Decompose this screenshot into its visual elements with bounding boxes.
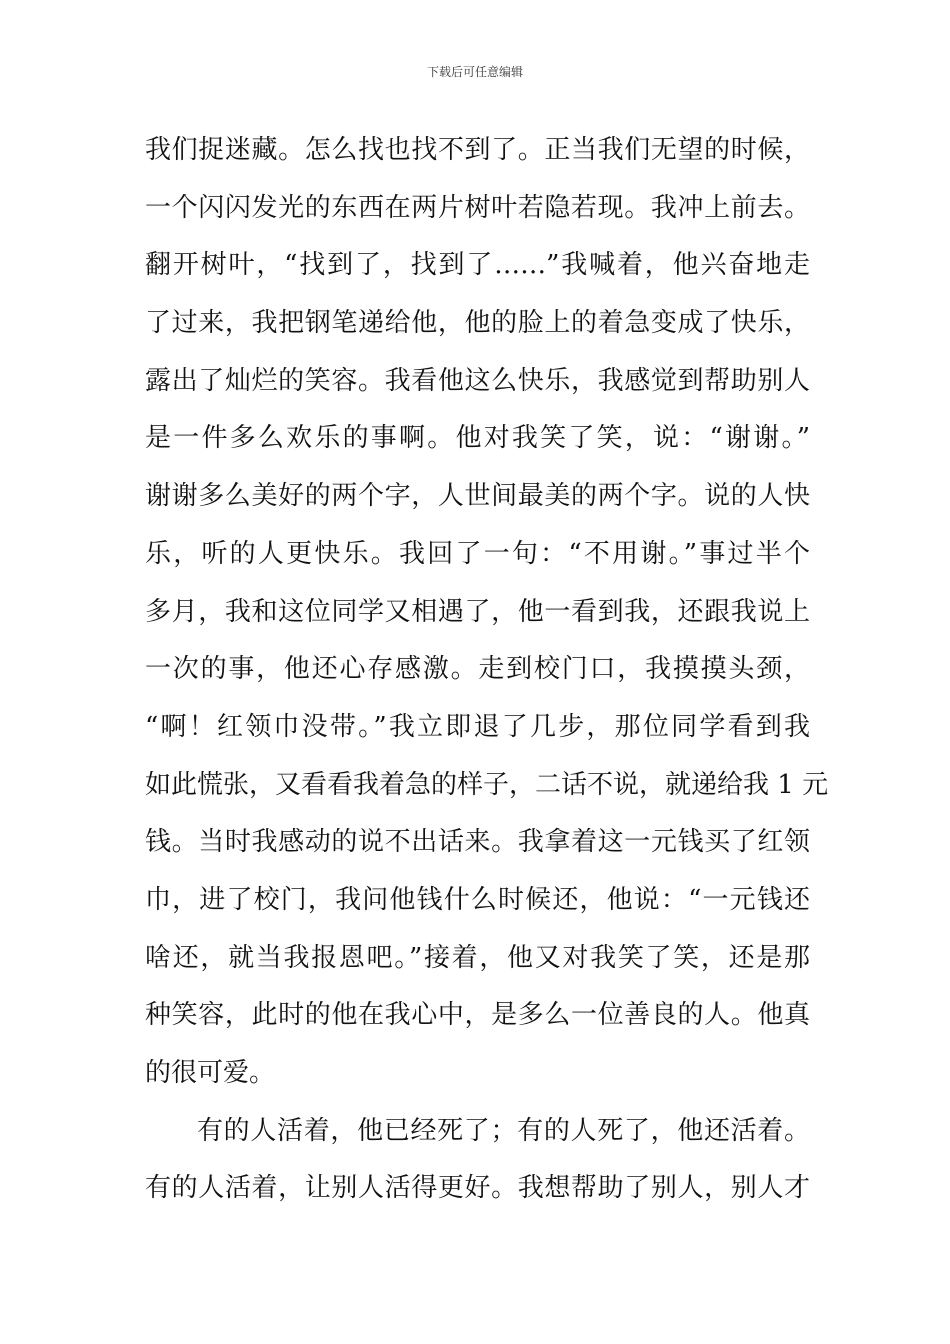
text-line: 巾，进了校门，我问他钱什么时候还，他说：“一元钱还 [145,884,810,915]
text-line: 我们捉迷藏。怎么找也找不到了。正当我们无望的时候， [145,135,810,165]
text-line: 多月，我和这位同学又相遇了，他一看到我，还跟我说上 [145,596,810,627]
text-line-paragraph-start: 有的人活着，他已经死了；有的人死了，他还活着。 [197,1115,810,1146]
text-line: 种笑容，此时的他在我心中，是多么一位善良的人。他真 [145,1000,810,1031]
text-line: 翻开树叶，“找到了，找到了……”我喊着，他兴奋地走 [145,250,810,281]
text-line: 啥还，就当我报恩吧。”接着，他又对我笑了笑，还是那 [145,942,810,973]
page-header: 下载后可任意编辑 [426,65,523,79]
text-line: 如此慌张，又看看我着急的样子，二话不说，就递给我 1 元 [145,769,829,800]
document-body [145,122,829,1218]
text-line: 乐，听的人更快乐。我回了一句：“不用谢。”事过半个 [145,538,810,569]
text-line: 钱。当时我感动的说不出话来。我拿着这一元钱买了红领 [145,827,810,858]
text-line: 谢谢多么美好的两个字，人世间最美的两个字。说的人快 [145,481,810,512]
text-line: 的很可爱。 [145,1058,276,1088]
text-line: “啊！红领巾没带。”我立即退了几步，那位同学看到我 [145,711,810,742]
text-line: 是一件多么欢乐的事啊。他对我笑了笑，说：“谢谢。” [145,423,810,454]
text-line: 露出了灿烂的笑容。我看他这么快乐，我感觉到帮助别人 [145,365,810,396]
text-line: 了过来，我把钢笔递给他，他的脸上的着急变成了快乐， [145,308,810,339]
text-line: 一次的事，他还心存感激。走到校门口，我摸摸头颈， [145,654,810,685]
text-line: 有的人活着，让别人活得更好。我想帮助了别人，别人才 [145,1173,810,1204]
text-line: 一个闪闪发光的东西在两片树叶若隐若现。我冲上前去。 [145,192,810,223]
